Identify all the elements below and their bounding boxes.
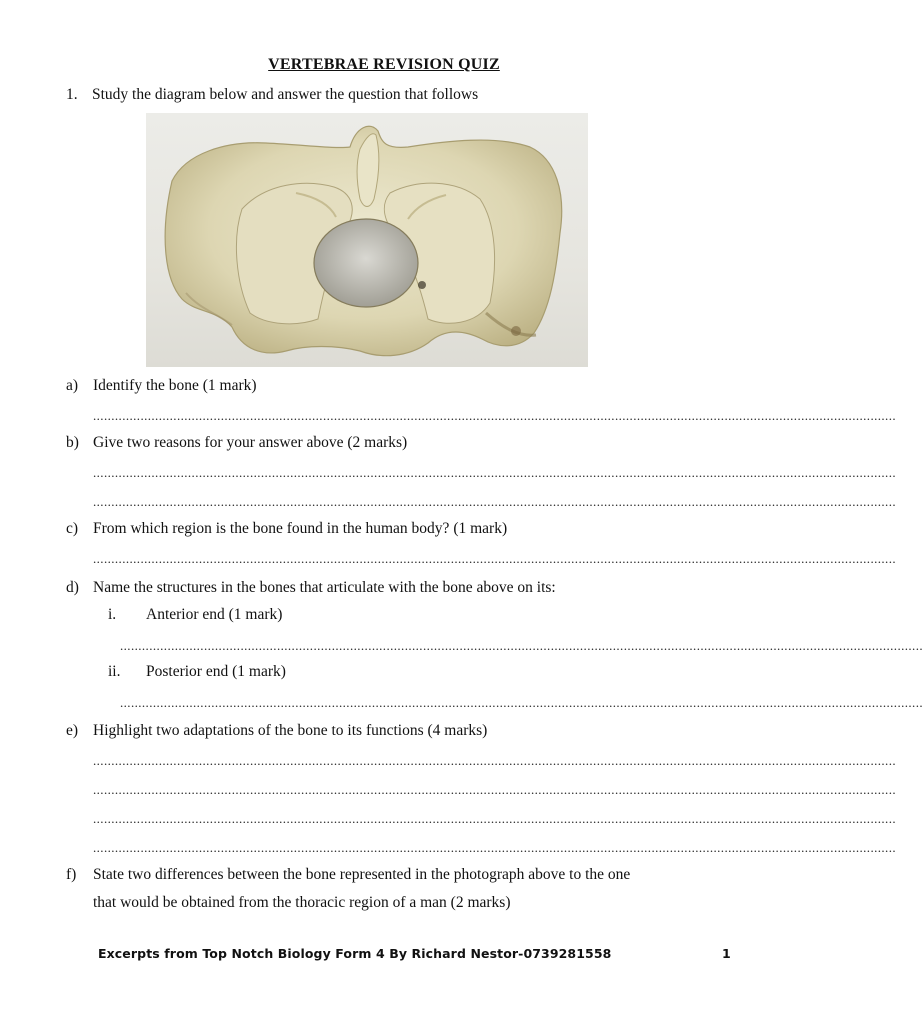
question-d-ii [108,663,286,681]
answer-line[interactable]: ............................................................................................................................................................................................................................ [93,408,896,423]
question-d-i [108,606,282,624]
question-text: Study the diagram below and answer the question that follows [92,86,479,103]
answer-line[interactable]: ............................................................................................................................................................................................................................ [93,782,896,797]
question-text: Identify the bone (1 mark) [93,377,257,394]
page-number: 1 [722,946,731,961]
question-c [66,519,507,539]
question-letter: a) [66,377,79,394]
question-d [66,578,556,598]
question-number: 1. [66,86,78,103]
question-letter: f) [66,866,77,883]
question-letter: e) [66,722,79,739]
answer-line[interactable]: ............................................................................................................................................................................................................................ [93,811,896,826]
roman-numeral: ii. [108,663,121,680]
answer-line[interactable]: ............................................................................................................................................................................................................................ [93,840,896,855]
answer-line[interactable]: ............................................................................................................................................................................................................................ [93,465,896,480]
question-text: Give two reasons for your answer above (2 marks) [93,434,408,451]
question-e [66,721,487,741]
question-1 [66,86,478,104]
answer-line[interactable]: ............................................................................................................................................................................................................................ [120,638,923,653]
question-text: Highlight two adaptations of the bone to its functions (4 marks) [93,722,488,739]
question-letter: d) [66,579,79,596]
answer-line[interactable]: ............................................................................................................................................................................................................................ [93,494,896,509]
answer-line[interactable]: ............................................................................................................................................................................................................................ [93,551,896,566]
question-f-continued: that would be obtained from the thoracic region of a man (2 marks) [93,894,511,911]
question-letter: b) [66,434,79,451]
question-b [66,433,407,453]
question-text: From which region is the bone found in the human body? (1 mark) [93,520,508,537]
vertebra-photo [146,113,588,367]
question-text: Name the structures in the bones that articulate with the bone above on its: [93,579,556,596]
roman-numeral: i. [108,606,117,623]
question-text: Anterior end (1 mark) [146,606,283,623]
page-title: VERTEBRAE REVISION QUIZ [268,56,500,73]
answer-line[interactable]: ............................................................................................................................................................................................................................ [93,753,896,768]
answer-line[interactable]: ............................................................................................................................................................................................................................ [120,695,923,710]
question-text: Posterior end (1 mark) [146,663,286,680]
question-a [66,376,257,396]
page-footer: Excerpts from Top Notch Biology Form 4 By Richard Nestor-0739281558 [98,946,612,961]
question-letter: c) [66,520,79,537]
question-text: State two differences between the bone represented in the photograph above to the one [93,866,631,883]
question-f [66,865,630,885]
